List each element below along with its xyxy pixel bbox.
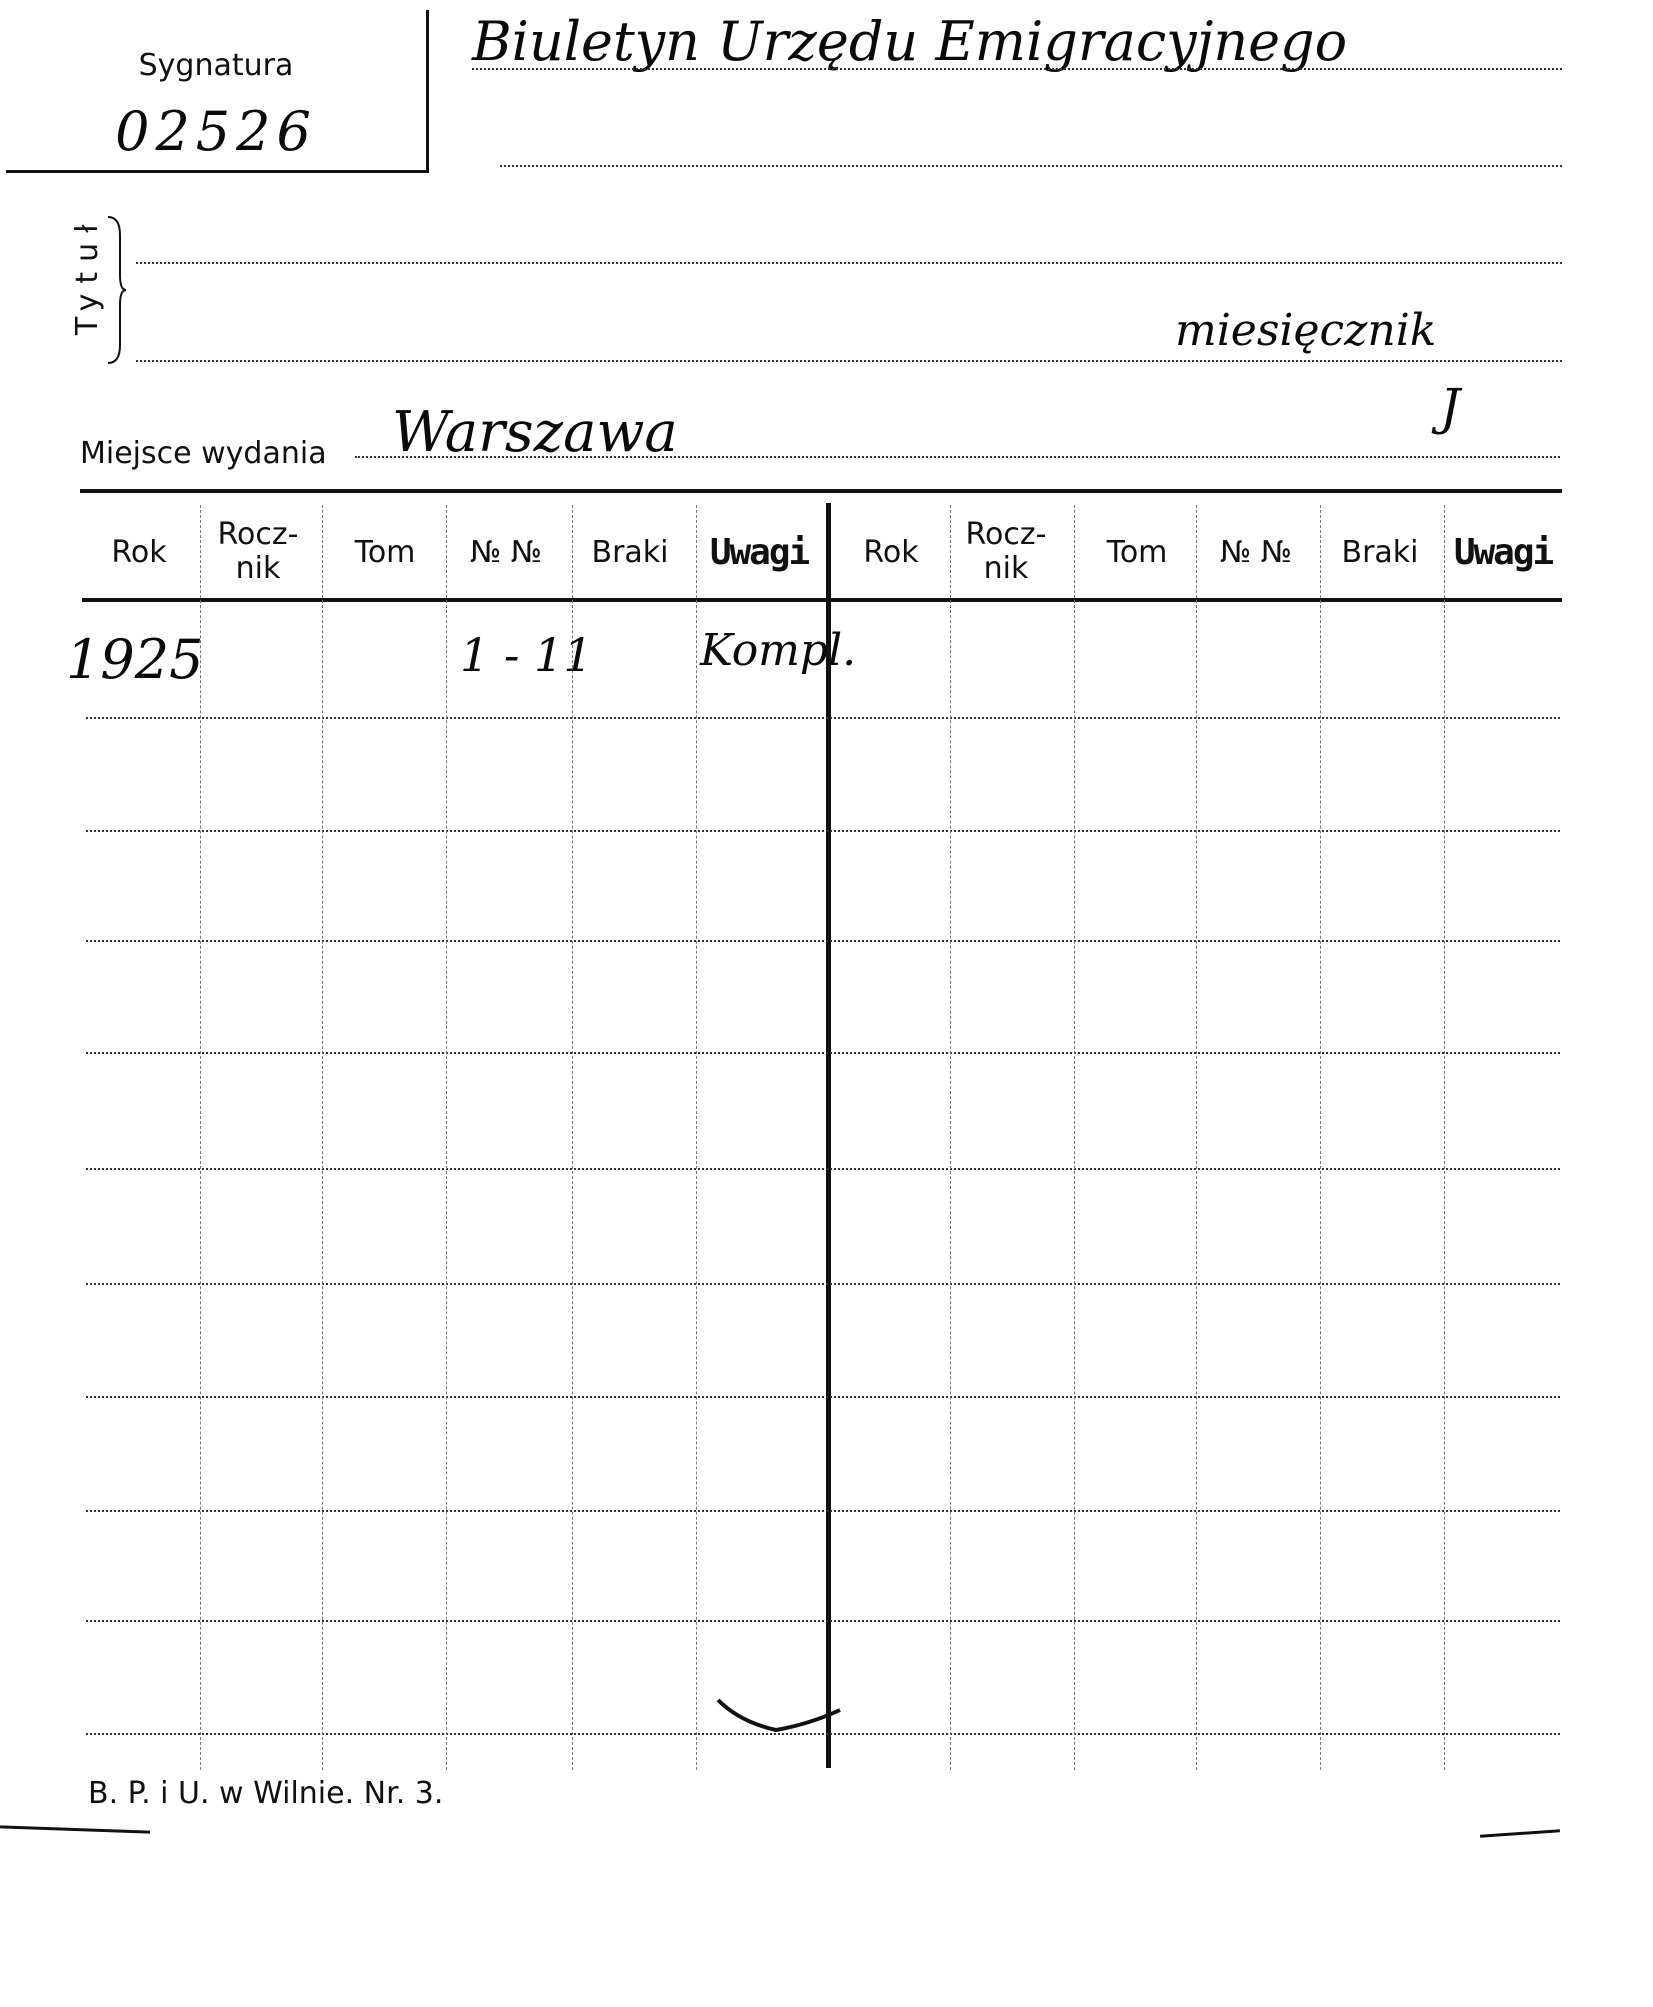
header-bottom-rule: [82, 598, 1562, 602]
scan-edge-left: [0, 1825, 150, 1833]
title-dotted-line-2: [500, 165, 1562, 167]
column-divider: [1320, 505, 1321, 1770]
row-dotted-line: [86, 940, 1560, 942]
column-divider: [200, 505, 201, 1770]
column-header-left-1: [198, 518, 318, 586]
column-header-line2: nik: [235, 551, 281, 586]
column-divider: [1196, 505, 1197, 1770]
column-header-right-2: [1072, 536, 1202, 570]
title-dotted-line-3: [136, 262, 1562, 264]
column-divider: [446, 505, 447, 1770]
column-divider: [950, 505, 951, 1770]
column-header-line1: Uwagi: [709, 532, 809, 573]
column-header-line1: Rok: [863, 535, 919, 570]
title-dotted-line-1: [472, 68, 1562, 70]
column-divider: [1074, 505, 1075, 1770]
scan-edge-right: [1480, 1829, 1560, 1838]
signature-label: Sygnatura: [138, 48, 294, 83]
column-header-line1: Rocz-: [217, 517, 299, 552]
column-header-right-0: [836, 536, 946, 570]
place-dotted-line: [355, 456, 1560, 458]
column-header-left-3: [446, 536, 566, 570]
signature-box: [6, 10, 429, 173]
column-header-left-0: [84, 536, 194, 570]
column-header-line2: nik: [983, 551, 1029, 586]
column-header-left-4: [570, 536, 690, 570]
row-dotted-line: [86, 1510, 1560, 1512]
column-divider: [1444, 505, 1445, 1770]
column-header-right-4: [1320, 536, 1440, 570]
tytul-label: Tytuł: [70, 214, 105, 335]
column-header-left-5: [694, 532, 824, 573]
column-header-right-3: [1196, 536, 1316, 570]
column-header-line1: Tom: [354, 535, 416, 570]
footer-text: B. P. i U. w Wilnie. Nr. 3.: [88, 1776, 444, 1811]
column-header-line1: Braki: [1341, 535, 1419, 570]
column-divider: [322, 505, 323, 1770]
row-dotted-line: [86, 1283, 1560, 1285]
column-divider: [696, 505, 697, 1770]
column-header-line1: Rocz-: [965, 517, 1047, 552]
signature-value: 02526: [115, 100, 317, 163]
hole-punch-mark: [710, 1680, 860, 1740]
column-header-line1: Rok: [111, 535, 167, 570]
row-dotted-line: [86, 1052, 1560, 1054]
place-mark: J: [1440, 378, 1461, 436]
title-line-1: Biuletyn Urzędu Emigracyjnego: [472, 10, 1348, 73]
place-value: Warszawa: [392, 400, 678, 465]
place-label: Miejsce wydania: [80, 436, 327, 471]
center-divider: [826, 503, 831, 1768]
entry-uwagi: Kompl.: [700, 625, 857, 676]
title-subtitle: miesięcznik: [1175, 305, 1437, 356]
column-header-right-1: [946, 518, 1066, 586]
column-divider: [572, 505, 573, 1770]
row-dotted-line: [86, 830, 1560, 832]
column-header-line1: № №: [470, 535, 542, 570]
column-header-line1: Uwagi: [1453, 532, 1553, 573]
row-dotted-line: [86, 1396, 1560, 1398]
entry-numbers: 1 - 11: [460, 628, 593, 682]
column-header-line1: Braki: [591, 535, 669, 570]
row-dotted-line: [86, 717, 1560, 719]
row-dotted-line: [86, 1168, 1560, 1170]
column-header-left-2: [320, 536, 450, 570]
table-top-rule: [80, 489, 1562, 493]
column-header-right-5: [1444, 532, 1562, 573]
entry-rok: 1925: [66, 628, 204, 691]
column-header-line1: № №: [1220, 535, 1292, 570]
brace-icon: [106, 215, 126, 365]
column-header-line1: Tom: [1106, 535, 1168, 570]
title-dotted-line-4: [136, 360, 1562, 362]
row-dotted-line: [86, 1620, 1560, 1622]
